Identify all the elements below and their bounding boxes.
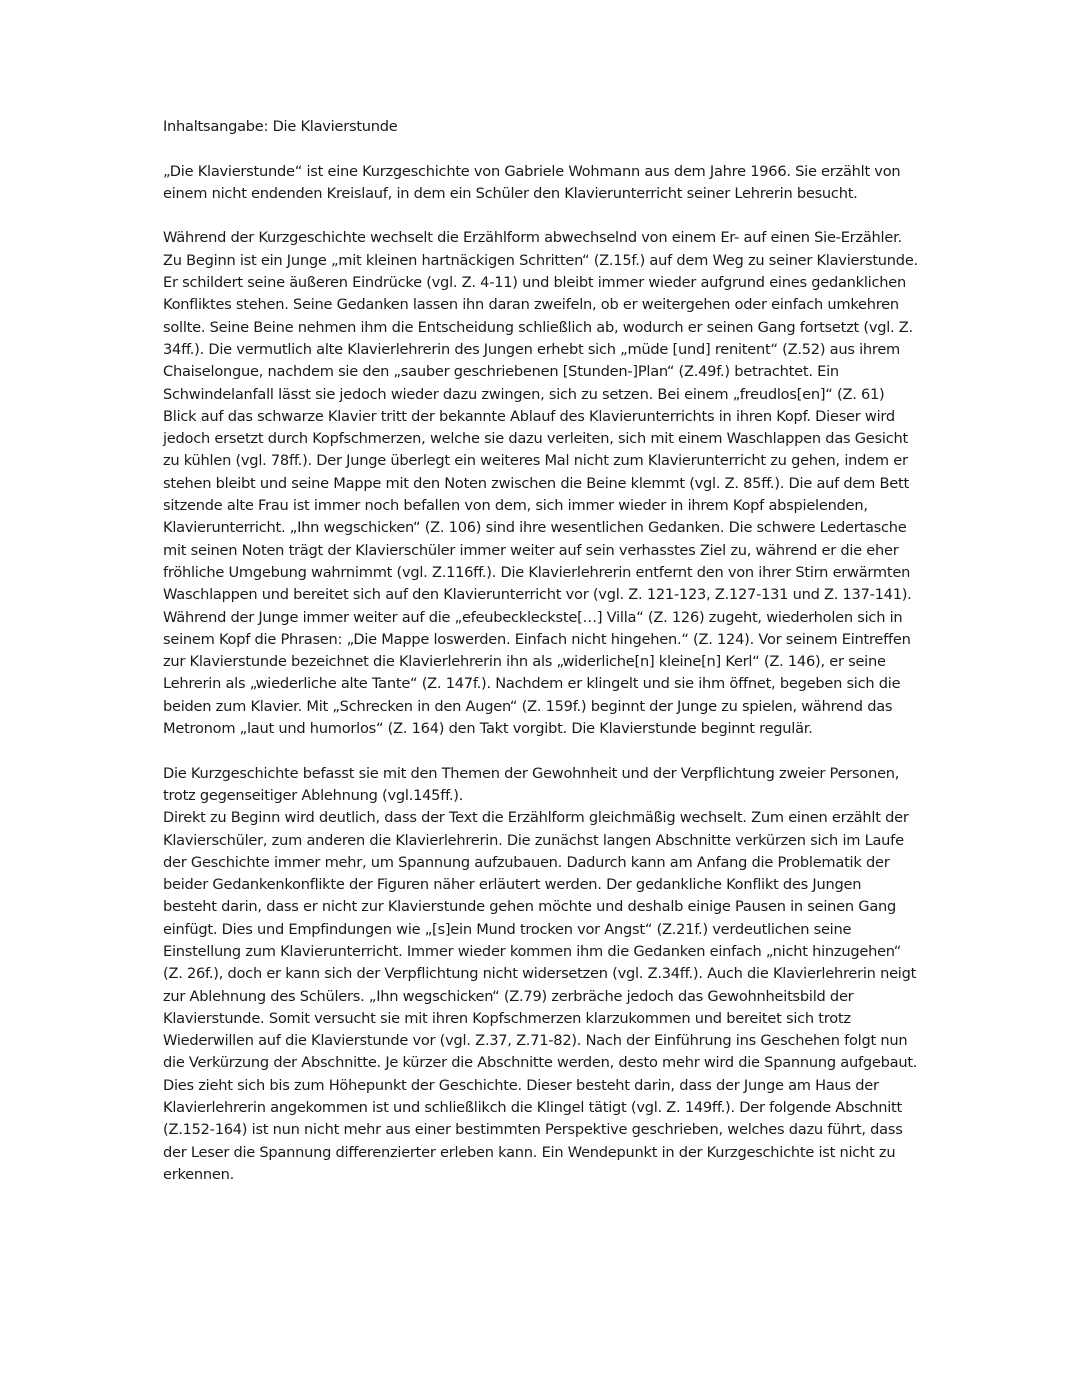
document-page <box>163 116 919 1209</box>
paragraph-intro: „Die Klavierstunde“ ist eine Kurzgeschichte von Gabriele Wohmann aus dem Jahre 1966. Sie erzählt von einem nicht endenden Kreislauf, in dem ein Schüler den Klavierunterricht seiner Lehrerin besucht. <box>163 162 901 202</box>
paragraph-analysis: Direkt zu Beginn wird deutlich, dass der Text die Erzählform gleichmäßig wechselt. Zum einen erzählt der Klavierschüler, zum anderen die Klavierlehrerin. Die zunächst langen Abschnitte verkürzen sich im Laufe der Geschichte immer mehr, um Spannung aufzubauen. Dadurch kann am Anfang die Problematik der beider Gedankenkonflikte der Figuren näher erläutert werden. Der gedankliche Konflikt des Jungen besteht darin, dass er nicht zur Klavierstunde gehen möchte und deshalb einige Pausen in seinen Gang einfügt. Dies und Empfindungen wie „[s]ein Mund trocken vor Angst“ (Z.21f.) verdeutlichen seine Einstellung zum Klavierunterricht. Immer wieder kommen ihm die Gedanken einfach „nicht hinzugehen“ (Z. 26f.), doch er kann sich der Verpflichtung nicht widersetzen (vgl. Z.34ff.). Auch die Klavierlehrerin neigt zur Ablehnung des Schülers. „Ihn wegschicken“ (Z.79) zerbräche jedoch das Gewohnheitsbild der Klavierstunde. Somit versucht sie mit ihren Kopfschmerzen klarzukommen und bereitet sich trotz Wiederwillen auf die Klavierstunde vor (vgl. Z.37, Z.71-82). Nach der Einführung ins Geschehen folgt nun die Verkürzung der Abschnitte. Je kürzer die Abschnitte werden, desto mehr wird die Spannung aufgebaut. Dies zieht sich bis zum Höhepunkt der Geschichte. Dieser besteht darin, dass der Junge am Haus der Klavierlehrerin angekommen ist und schließlikch die Klingel tätigt (vgl. Z. 149ff.). Der folgende Abschnitt (Z.152-164) ist nun nicht mehr aus einer bestimmten Perspektive geschrieben, welches dazu führt, dass der Leser die Spannung differenzierter erleben kann. Ein Wendepunkt in der Kurzgeschichte ist nicht zu erkennen. <box>163 809 918 1183</box>
paragraph-summary: Während der Kurzgeschichte wechselt die Erzählform abwechselnd von einem Er- auf einen Sie-Erzähler. Zu Beginn ist ein Junge „mit kleinen hartnäckigen Schritten“ (Z.15f.) auf dem Weg zu seiner Klavierstunde. Er schildert seine äußeren Eindrücke (vgl. Z. 4-11) und bleibt immer wieder aufgrund eines gedanklichen Konfliktes stehen. Seine Gedanken lassen ihn daran zweifeln, ob er weitergehen oder einfach umkehren sollte. Seine Beine nehmen ihm die Entscheidung schließlich ab, wodurch er seinen Gang fortsetzt (vgl. Z. 34ff.). Die vermutlich alte Klavierlehrerin des Jungen erhebt sich „müde [und] renitent“ (Z.52) aus ihrem Chaiselongue, nachdem sie den „sauber geschriebenen [Stunden-]Plan“ (Z.49f.) betrachtet. Ein Schwindelanfall lässt sie jedoch wieder dazu zwingen, sich zu setzen. Bei einem „freudlos[en]“ (Z. 61) Blick auf das schwarze Klavier tritt der bekannte Ablauf des Klavierunterrichts in ihren Kopf. Dieser wird jedoch ersetzt durch Kopfschmerzen, welche sie dazu verleiten, sich mit einem Waschlappen das Gesicht zu kühlen (vgl. 78ff.). Der Junge überlegt ein weiteres Mal nicht zum Klavierunterricht zu gehen, indem er stehen bleibt und seine Mappe mit den Noten zwischen die Beine klemmt (vgl. Z. 85ff.). Die auf dem Bett sitzende alte Frau ist immer noch befallen von dem, sich immer wieder in ihrem Kopf abspielenden, Klavierunterricht. „Ihn wegschicken“ (Z. 106) sind ihre wesentlichen Gedanken. Die schwere Ledertasche mit seinen Noten trägt der Klavierschüler immer weiter auf sein verhasstes Ziel zu, während er die eher fröhliche Umgebung wahrnimmt (vgl. Z.116ff.). Die Klavierlehrerin entfernt den von ihrer Stirn erwärmten Waschlappen und bereitet sich auf den Klavierunterricht vor (vgl. Z. 121-123, Z.127-131 und Z. 137-141). Während der Junge immer weiter auf die „efeubeckleckste[…] Villa“ (Z. 126) zugeht, wiederholen sich in seinem Kopf die Phrasen: „Die Mappe loswerden. Einfach nicht hingehen.“ (Z. 124). Vor seinem Eintreffen zur Klavierstunde bezeichnet die Klavierlehrerin ihn als „widerliche[n] kleine[n] Kerl“ (Z. 146), er seine Lehrerin als „wiederliche alte Tante“ (Z. 147f.). Nachdem er klingelt und sie ihm öffnet, begeben sich die beiden zum Klavier. Mit „Schrecken in den Augen“ (Z. 159f.) beginnt der Junge zu spielen, während das Metronom „laut und humorlos“ (Z. 164) den Takt vorgibt. Die Klavierstunde beginnt regulär. <box>163 229 918 738</box>
paragraph-themes: Die Kurzgeschichte befasst sie mit den Themen der Gewohnheit und der Verpflichtung zweier Personen, trotz gegenseitiger Ablehnung (vgl.145ff.). <box>163 764 900 804</box>
document-title: Inhaltsangabe: Die Klavierstunde <box>163 118 398 135</box>
